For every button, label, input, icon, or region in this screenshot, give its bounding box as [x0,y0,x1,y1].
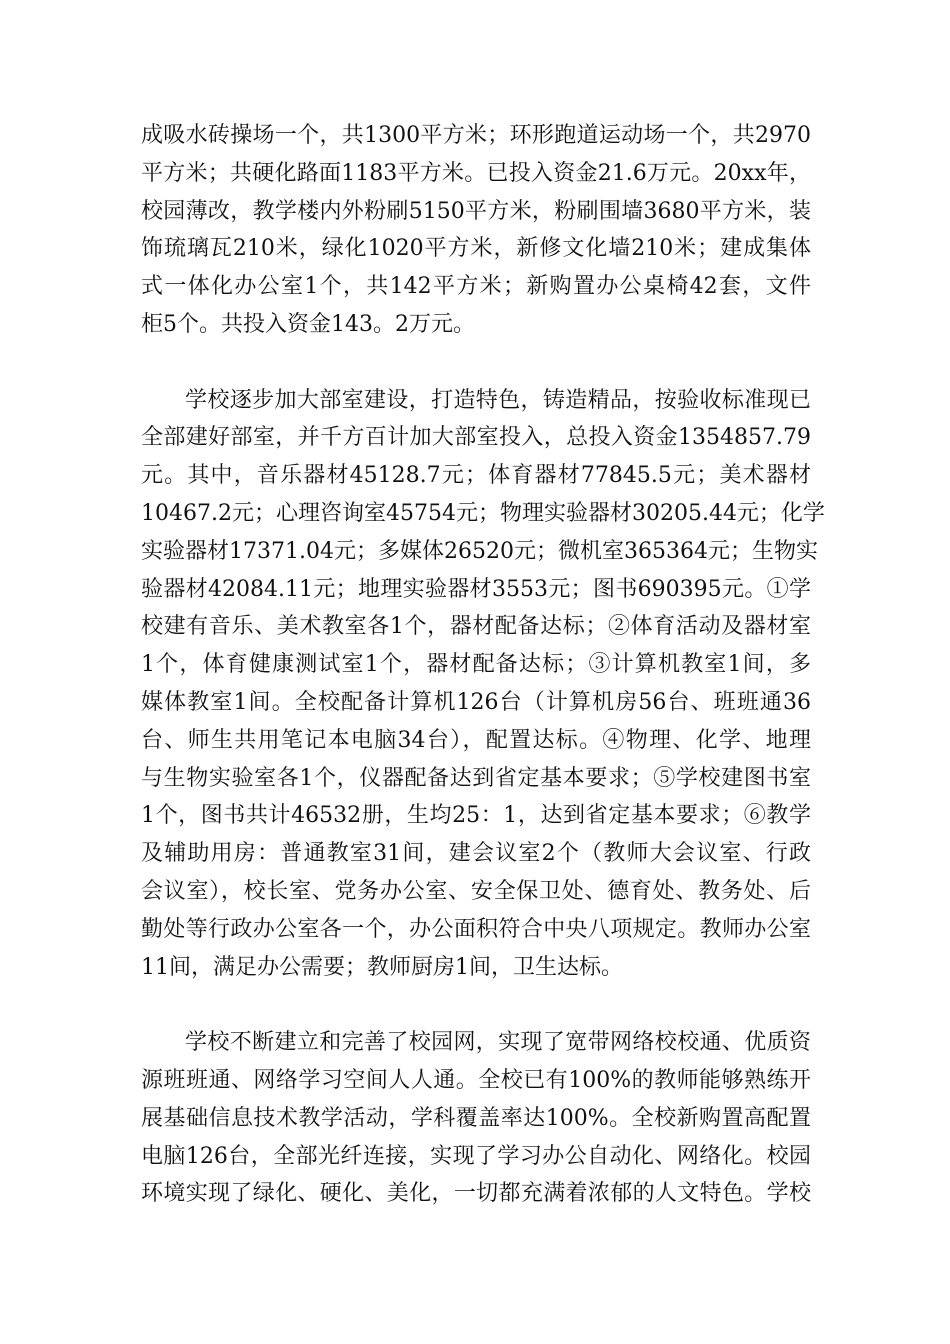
text-line: 校园薄改，教学楼内外粉刷5150平方米，粉刷围墙3680平方米，装 [141,198,811,224]
text-line: 10467.2元；心理咨询室45754元；物理实验器材30205.44元；化学 [141,500,825,526]
text-line: 成吸水砖操场一个，共1300平方米；环形跑道运动场一个，共2970 [141,123,811,148]
text-line: 会议室），校长室、党务办公室、安全保卫处、德育处、教务处、后 [141,878,811,904]
text-line: 源班班通、网络学习空间人人通。全校已有100%的教师能够熟练开 [141,1067,811,1093]
text-line: 1个，图书共计46532册，生均25：1，达到省定基本要求；⑥教学 [141,803,811,829]
text-line: 11间，满足办公需要；教师厨房1间，卫生达标。 [141,954,623,980]
text-line: 1个，体育健康测试室1个，器材配备达标；③计算机教室1间，多 [141,652,811,678]
text-line: 勤处等行政办公室各一个，办公面积符合中央八项规定。教师办公室 [141,916,811,942]
text-line: 平方米；共硬化路面1183平方米。已投入资金21.6万元。20xx年， [141,160,811,186]
text-line: 式一体化办公室1个，共142平方米；新购置办公桌椅42套，文件 [141,274,811,300]
text-line: 验器材42084.11元；地理实验器材3553元；图书690395元。①学 [141,576,811,602]
paragraph-facilities-construction [141,117,811,344]
text-line: 台、师生共用笔记本电脑34台），配置达标。④物理、化学、地理 [141,727,811,753]
text-line: 实验器材17371.04元；多媒体26520元；微机室365364元；生物实 [141,538,818,564]
text-line: 学校不断建立和完善了校园网，实现了宽带网络校校通、优质资 [185,1030,811,1056]
text-line: 全部建好部室，并千方百计加大部室投入，总投入资金1354857.79 [141,425,811,451]
text-line: 校建有音乐、美术教室各1个，器材配备达标；②体育活动及器材室 [141,614,811,640]
paragraph-department-rooms [141,382,825,987]
text-line: 展基础信息技术教学活动，学科覆盖率达100%。全校新购置高配置 [141,1105,811,1131]
paragraph-campus-network [141,1024,811,1213]
paragraph-gap [141,986,811,1024]
text-line: 及辅助用房：普通教室31间，建会议室2个（教师大会议室、行政 [141,841,811,867]
text-line: 饰琉璃瓦210米，绿化1020平方米，新修文化墙210米；建成集体 [141,236,811,262]
text-line: 媒体教室1间。全校配备计算机126台（计算机房56台、班班通36 [141,689,811,715]
text-line: 柜5个。共投入资金143。2万元。 [141,311,475,337]
text-line: 学校逐步加大部室建设，打造特色，铸造精品，按验收标准现已 [185,387,811,413]
document-body [141,117,825,1213]
text-line: 电脑126台，全部光纤连接，实现了学习办公自动化、网络化。校园 [141,1143,811,1169]
text-line: 与生物实验室各1个，仪器配备达到省定基本要求；⑤学校建图书室 [141,765,811,791]
text-line: 元。其中，音乐器材45128.7元；体育器材77845.5元；美术器材 [141,463,811,489]
paragraph-gap [141,344,811,382]
text-line: 环境实现了绿化、硬化、美化，一切都充满着浓郁的人文特色。学校 [141,1181,811,1207]
